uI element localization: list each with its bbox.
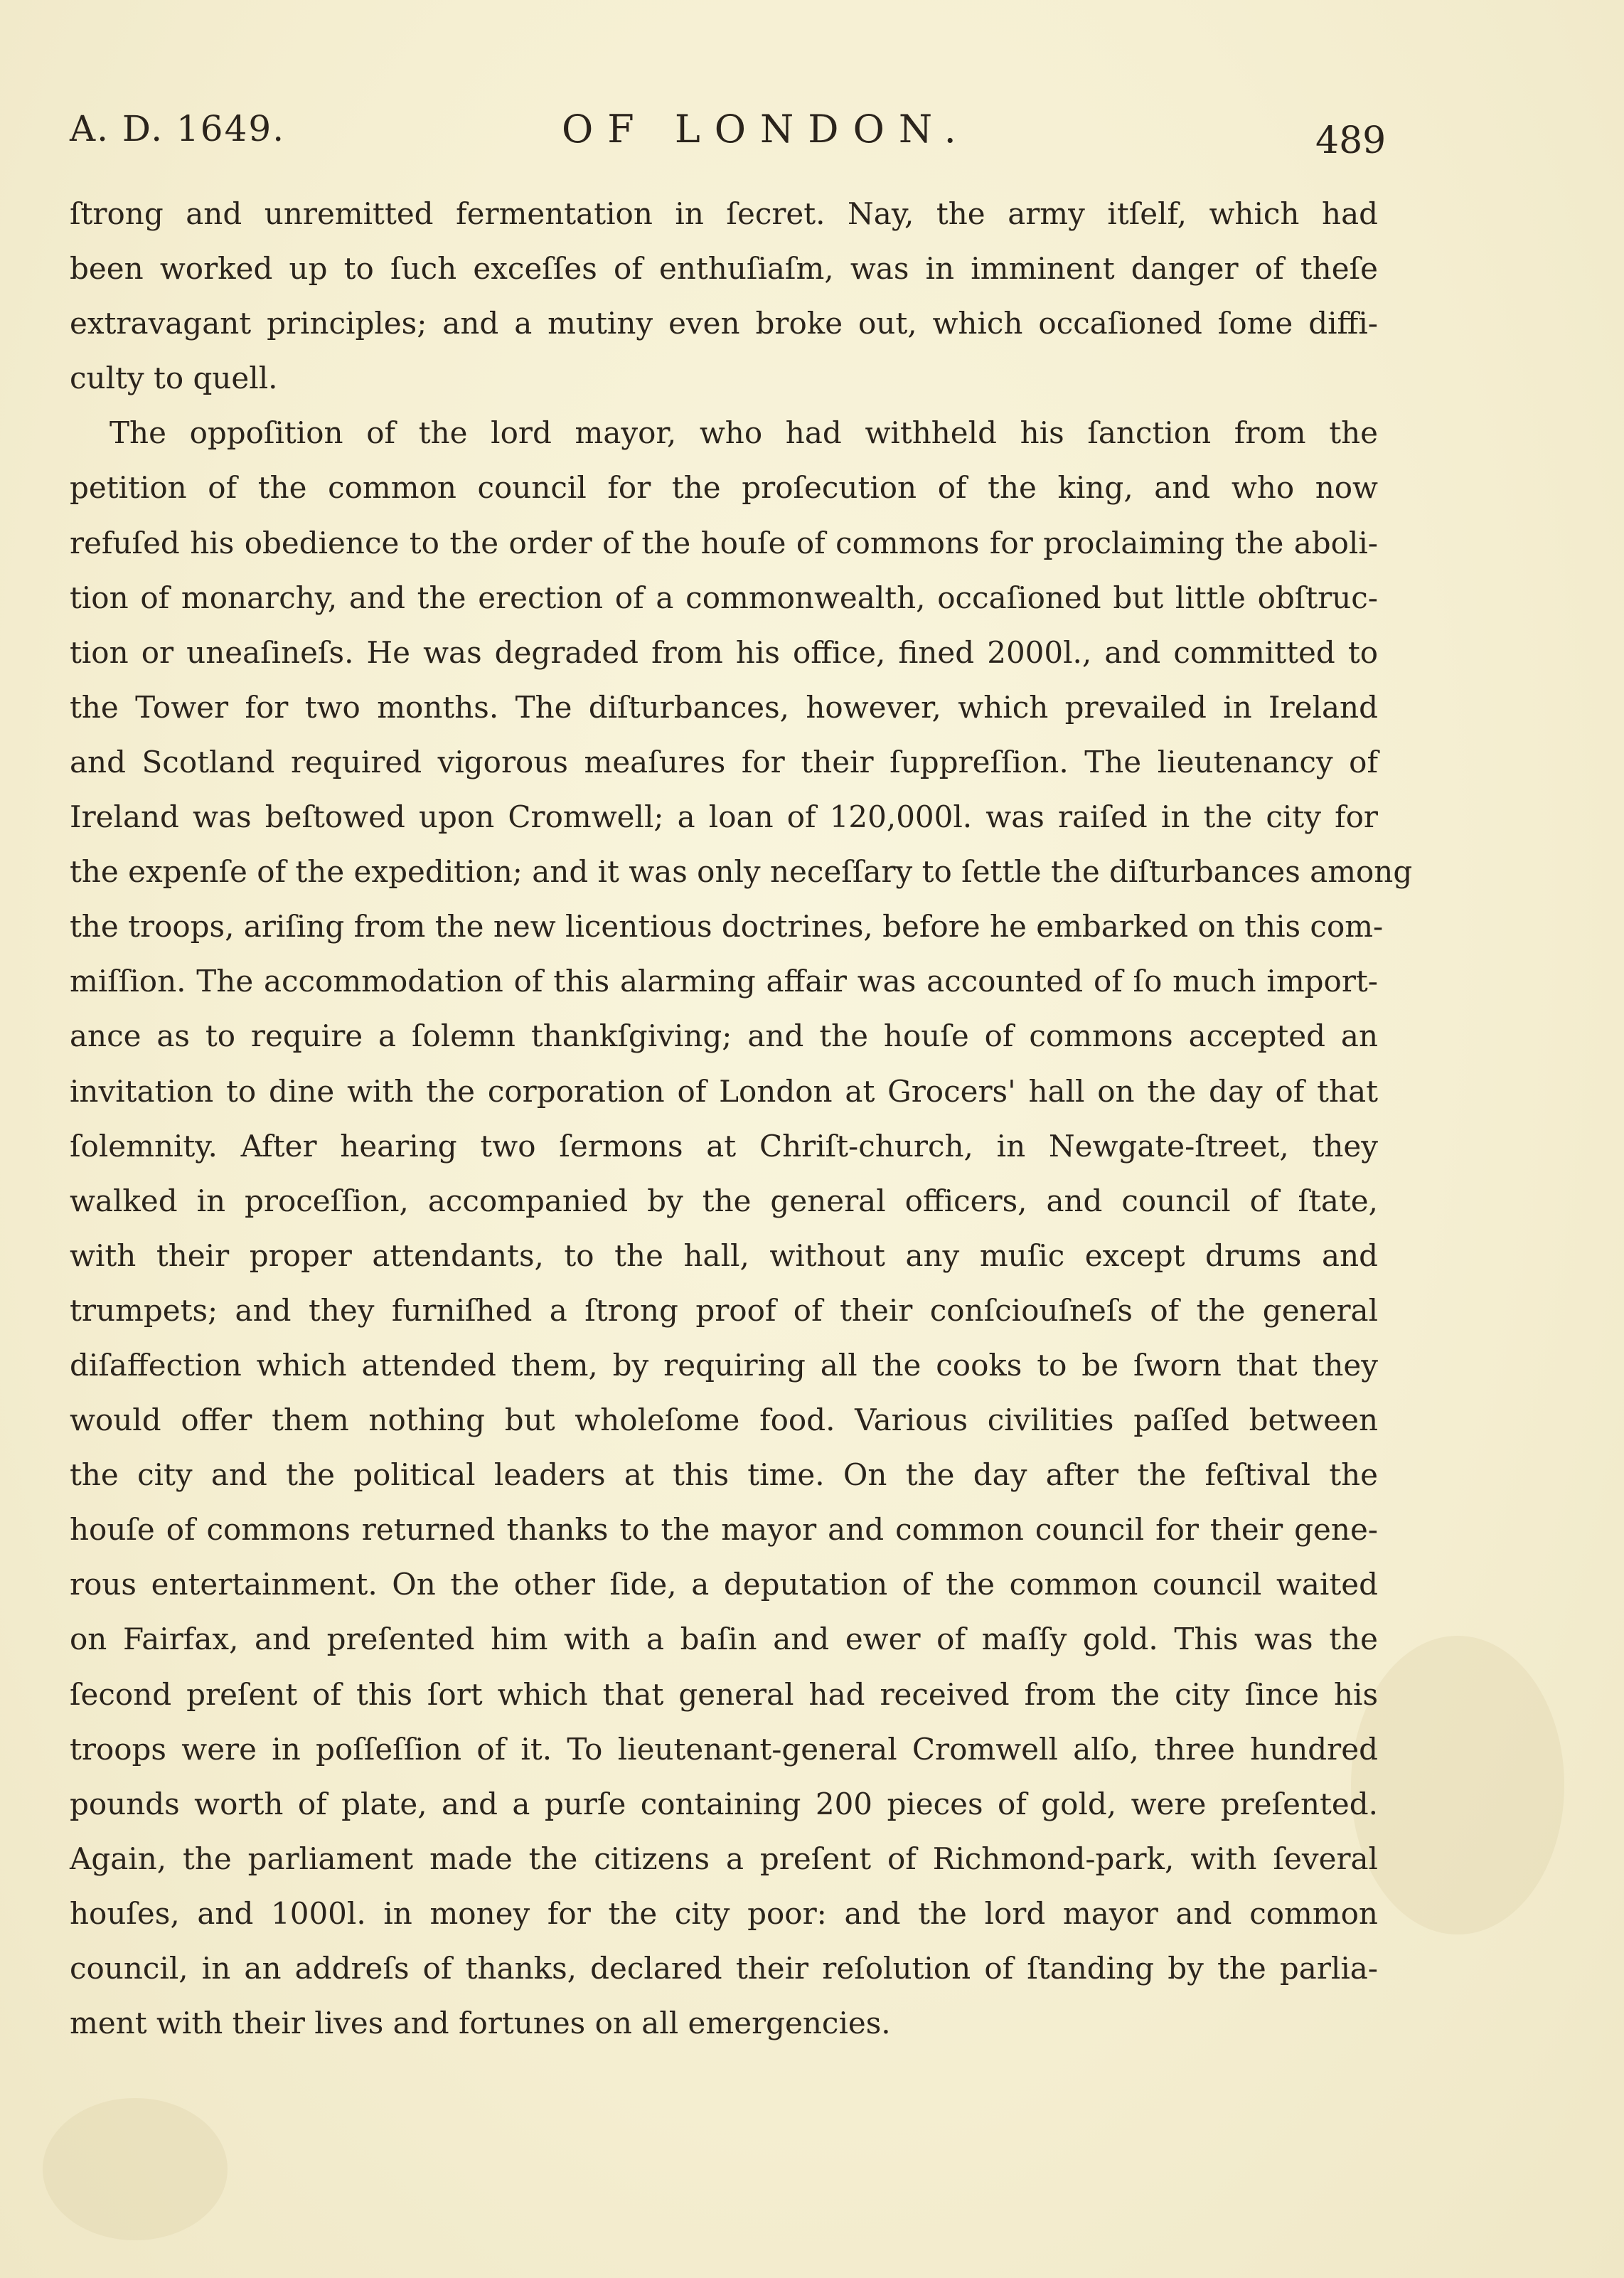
text-line: diſaffection which attended them, by requiring all the cooks to be ſworn that they [70, 1347, 1378, 1383]
text-line: rous entertainment. On the other ſide, a deputation of the common council waited [70, 1567, 1378, 1602]
text-line: council, in an addreſs of thanks, declared their reſolution of ſtanding by the parlia- [70, 1951, 1378, 1986]
paper-stain [43, 2098, 228, 2240]
text-line: the expenſe of the expedition; and it was only neceſſary to ſettle the diſturbances among [70, 854, 1413, 890]
text-line: the Tower for two months. The diſturbances, however, which prevailed in Ireland [70, 689, 1378, 725]
text-line: been worked up to ſuch exceſſes of enthuſiaſm, was in imminent danger of theſe [70, 251, 1378, 287]
text-line: ſecond preſent of this ſort which that general had received from the city ſince his [70, 1676, 1378, 1712]
text-line: culty to quell. [70, 361, 278, 396]
paper-stain [1351, 1636, 1564, 1934]
text-line: ſolemnity. After hearing two ſermons at Chriſt-church, in Newgate-ſtreet, they [70, 1128, 1378, 1164]
text-line: tion or uneaſineſs. He was degraded from his office, fined 2000l., and committed to [70, 634, 1378, 670]
running-head-date: A. D. 1649. [70, 108, 286, 149]
text-line: would offer them nothing but wholeſome food. Various civilities paſſed between [70, 1403, 1378, 1438]
body-text [70, 186, 1413, 2050]
text-line: ſtrong and unremitted fermentation in ſecret. Nay, the army itſelf, which had [70, 196, 1378, 231]
page-number: 489 [1315, 119, 1387, 162]
text-line: trumpets; and they furniſhed a ſtrong proof of their conſciouſneſs of the general [70, 1292, 1378, 1328]
text-line: ment with their lives and fortunes on all emergencies. [70, 2006, 891, 2041]
running-head-title: OF LONDON. [562, 107, 971, 151]
text-line: the troops, ariſing from the new licentious doctrines, before he embarked on this com- [70, 909, 1384, 944]
text-line: walked in proceſſion, accompanied by the general officers, and council of ſtate, [70, 1183, 1378, 1218]
text-line: invitation to dine with the corporation of London at Grocers' hall on the day of that [70, 1073, 1378, 1109]
text-line: tion of monarchy, and the erection of a commonwealth, occaſioned but little obſtruc- [70, 580, 1378, 615]
text-line: on Fairfax, and preſented him with a baſin and ewer of maſſy gold. This was the [70, 1622, 1378, 1657]
text-line: houſes, and 1000l. in money for the city poor: and the lord mayor and common [70, 1895, 1378, 1931]
text-line: miſſion. The accommodation of this alarming affair was accounted of ſo much import- [70, 964, 1378, 999]
text-line: extravagant principles; and a mutiny even broke out, which occaſioned ſome diffi- [70, 306, 1378, 341]
text-line: refuſed his obedience to the order of the houſe of commons for proclaiming the aboli- [70, 525, 1378, 560]
text-line: houſe of commons returned thanks to the mayor and common council for their gene- [70, 1512, 1378, 1548]
running-head [0, 0, 1624, 185]
text-line: the city and the political leaders at this time. On the day after the feſtival the [70, 1457, 1378, 1493]
text-line: troops were in poſſeſſion of it. To lieutenant-general Cromwell alſo, three hundred [70, 1731, 1378, 1767]
page-footer [0, 2048, 1624, 2105]
text-line: ance as to require a ſolemn thankſgiving; and the houſe of commons accepted an [70, 1018, 1378, 1054]
text-line: with their proper attendants, to the hall, without any muſic except drums and [70, 1238, 1378, 1273]
text-line: petition of the common council for the proſecution of the king, and who now [70, 470, 1378, 506]
text-line: Again, the parliament made the citizens a preſent of Richmond-park, with ſeveral [70, 1841, 1378, 1876]
text-line: pounds worth of plate, and a purſe containing 200 pieces of gold, were preſented. [70, 1786, 1378, 1821]
text-line: Ireland was beſtowed upon Cromwell; a loan of 120,000l. was raiſed in the city for [70, 799, 1378, 835]
text-line: and Scotland required vigorous meaſures for their ſuppreſſion. The lieutenancy of [70, 744, 1378, 779]
text-line: The oppoſition of the lord mayor, who had withheld his ſanction from the [109, 415, 1378, 451]
